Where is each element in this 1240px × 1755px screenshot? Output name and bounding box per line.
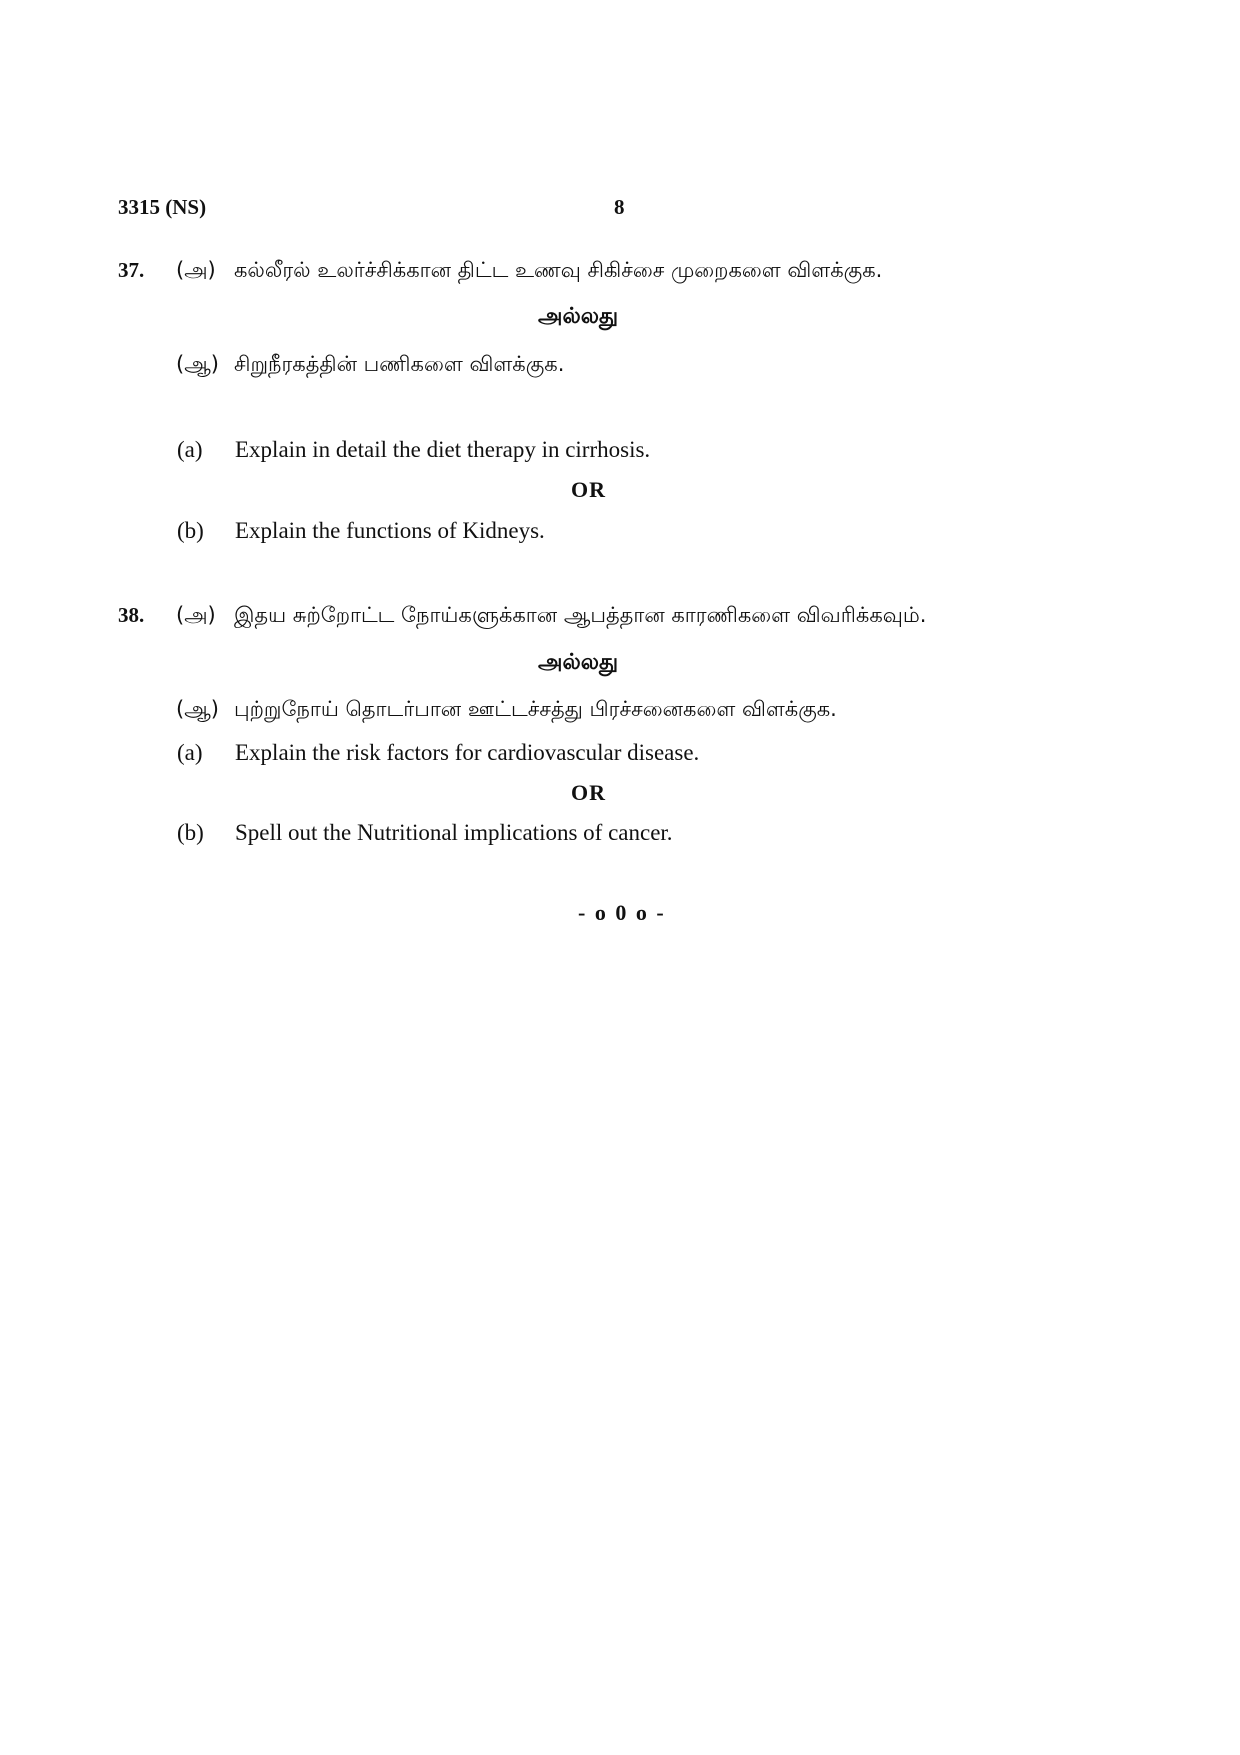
tamil-option-b-mark: (ஆ)	[176, 697, 219, 721]
english-option-b-mark: (b)	[177, 820, 204, 845]
tamil-option-b-text: புற்றுநோய் தொடர்பான ஊட்டச்சத்து பிரச்சனைகளை விளக்குக.	[234, 697, 837, 721]
tamil-option-b-text: சிறுநீரகத்தின் பணிகளை விளக்குக.	[234, 352, 565, 376]
tamil-option-a-mark: (அ)	[176, 603, 216, 627]
tamil-option-a-text: இதய சுற்றோட்ட நோய்களுக்கான ஆபத்தான காரணிகளை விவரிக்கவும்.	[234, 603, 927, 627]
question-number: 37.	[118, 258, 145, 282]
tamil-option-a-text: கல்லீரல் உலர்ச்சிக்கான திட்ட உணவு சிகிச்சை முறைகளை விளக்குக.	[234, 258, 883, 282]
english-or-separator: OR	[571, 780, 606, 805]
english-option-b-mark: (b)	[177, 518, 204, 543]
tamil-or-separator: அல்லது	[538, 304, 619, 329]
question-number: 38.	[118, 603, 145, 627]
english-option-b-text: Spell out the Nutritional implications of cancer.	[235, 820, 673, 845]
english-option-b-text: Explain the functions of Kidneys.	[235, 518, 545, 543]
english-option-a-mark: (a)	[177, 437, 203, 462]
end-of-paper-mark: - o 0 o -	[578, 900, 666, 925]
tamil-option-b-mark: (ஆ)	[176, 352, 219, 376]
english-option-a-text: Explain the risk factors for cardiovascular disease.	[235, 740, 700, 765]
english-option-a-mark: (a)	[177, 740, 203, 765]
english-option-a-text: Explain in detail the diet therapy in cirrhosis.	[235, 437, 651, 462]
tamil-option-a-mark: (அ)	[176, 258, 216, 282]
paper-code: 3315 (NS)	[118, 195, 207, 219]
english-or-separator: OR	[571, 477, 606, 502]
tamil-or-separator: அல்லது	[538, 650, 619, 675]
page-number: 8	[614, 195, 625, 219]
